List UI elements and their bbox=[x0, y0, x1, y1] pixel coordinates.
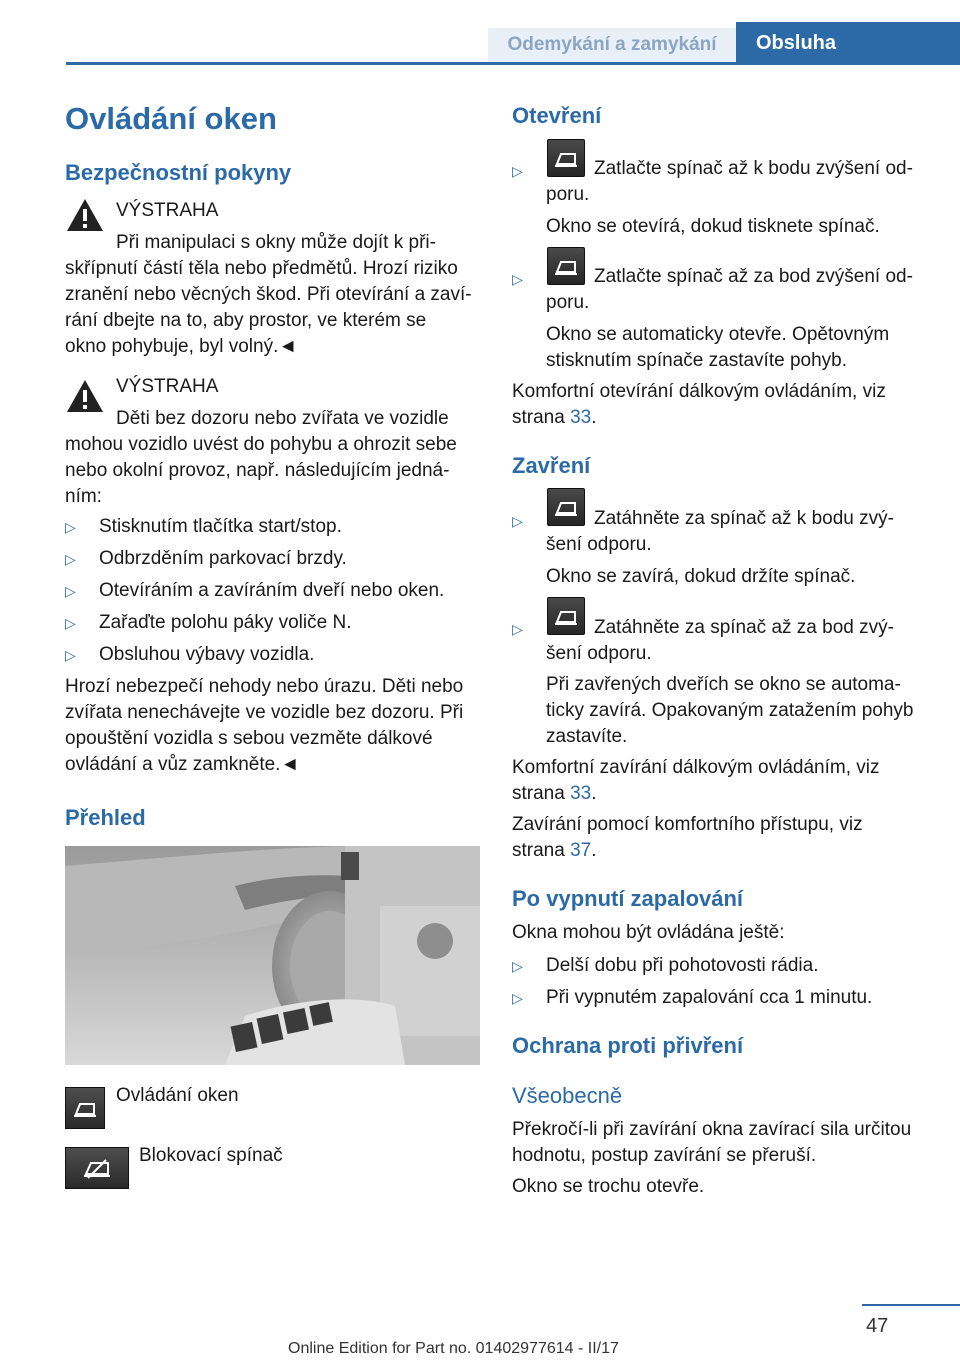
open-heading: Otevření bbox=[512, 103, 602, 128]
warning2-line: nebo okolní provoz, např. následujícím jedná- bbox=[65, 460, 450, 481]
close-step1-line2: šení odporu. bbox=[546, 534, 652, 555]
close-remote-ref: strana 33. bbox=[512, 783, 597, 804]
legend-window-control: Ovládání oken bbox=[116, 1085, 239, 1106]
warning2-line: ním: bbox=[65, 486, 102, 507]
close-step1-line1: Zatáhněte za spínač až k bodu zvý- bbox=[594, 508, 894, 529]
ignition-text: Okna mohou být ovládána ještě: bbox=[512, 922, 785, 943]
page-number: 47 bbox=[866, 1315, 889, 1337]
bullet-triangle-icon: ▷ bbox=[512, 990, 523, 1006]
open-step1-result: Okno se otevírá, dokud tisknete spínač. bbox=[546, 216, 880, 237]
overview-heading: Přehled bbox=[65, 805, 146, 830]
warning2-end-line: zvířata nenechávejte ve vozidle bez dozoru. Při bbox=[65, 702, 464, 723]
bullet-triangle-icon: ▷ bbox=[65, 647, 76, 663]
door-panel-photo bbox=[65, 846, 480, 1065]
page-title: Ovládání oken bbox=[65, 101, 277, 136]
open-step2-line2: poru. bbox=[546, 292, 590, 313]
window-switch-icon bbox=[65, 1087, 105, 1129]
ignition-heading: Po vypnutí zapalování bbox=[512, 886, 744, 911]
close-step2-result2: ticky zavírá. Opakovaným zatažením pohyb bbox=[546, 700, 914, 721]
bullet-triangle-icon: ▷ bbox=[65, 615, 76, 631]
page-link[interactable]: 33 bbox=[570, 407, 592, 428]
warning1-line: Při manipulaci s okny může dojít k při- bbox=[116, 232, 436, 253]
general-text: hodnotu, postup zavírání se přeruší. bbox=[512, 1145, 817, 1166]
footer-rule bbox=[862, 1304, 960, 1306]
legend-safety-switch: Blokovací spínač bbox=[139, 1145, 283, 1166]
open-step2-result1: Okno se automaticky otevře. Opětovným bbox=[546, 324, 890, 345]
window-close-key-icon bbox=[547, 597, 585, 635]
open-step2-line1: Zatlačte spínač až za bod zvýšení od- bbox=[594, 266, 913, 287]
section-tab: Odemykání a zamykání bbox=[488, 28, 736, 62]
door-panel-image bbox=[65, 846, 480, 1065]
page-link[interactable]: 33 bbox=[570, 783, 592, 804]
close-step1-result: Okno se zavírá, dokud držíte spínač. bbox=[546, 566, 856, 587]
header-rule bbox=[66, 62, 960, 65]
open-remote-text: Komfortní otevírání dálkovým ovládáním, viz bbox=[512, 381, 886, 402]
safety-switch-icon bbox=[65, 1147, 129, 1189]
bullet-triangle-icon: ▷ bbox=[65, 551, 76, 567]
warning1-line: okno pohybuje, byl volný.◄ bbox=[65, 336, 298, 357]
chapter-tab: Obsluha bbox=[736, 22, 960, 62]
window-open-key-icon bbox=[547, 139, 585, 177]
close-step2-line1: Zatáhněte za spínač až za bod zvý- bbox=[594, 617, 894, 638]
open-remote-ref: strana 33. bbox=[512, 407, 597, 428]
warning-icon bbox=[65, 197, 105, 233]
bullet-triangle-icon: ▷ bbox=[65, 519, 76, 535]
warning1-line: rání dbejte na to, aby prostor, ve kterém se bbox=[65, 310, 427, 331]
warning1-line: zranění nebo věcných škod. Při otevírání a zaví- bbox=[65, 284, 472, 305]
general-text: Překročí-li při zavírání okna zavírací sila určitou bbox=[512, 1119, 912, 1140]
warning1-label: VÝSTRAHA bbox=[116, 200, 219, 221]
window-close-key-icon bbox=[547, 488, 585, 526]
close-step2-line2: šení odporu. bbox=[546, 643, 652, 664]
bullet-triangle-icon: ▷ bbox=[65, 583, 76, 599]
warning2-end-line: Hrozí nebezpečí nehody nebo úrazu. Děti nebo bbox=[65, 676, 464, 697]
general-heading: Všeobecně bbox=[512, 1083, 623, 1108]
bullet-triangle-icon: ▷ bbox=[512, 163, 523, 179]
close-heading: Zavření bbox=[512, 453, 591, 478]
close-comfort-text: Zavírání pomocí komfortního přístupu, viz bbox=[512, 814, 863, 835]
close-remote-text: Komfortní zavírání dálkovým ovládáním, viz bbox=[512, 757, 880, 778]
bullet-triangle-icon: ▷ bbox=[512, 513, 523, 529]
edition-footer: Online Edition for Part no. 01402977614 - II/17 bbox=[288, 1340, 619, 1357]
warning-icon bbox=[65, 378, 105, 414]
warning2-label: VÝSTRAHA bbox=[116, 376, 219, 397]
open-step1-line2: poru. bbox=[546, 184, 590, 205]
bullet-triangle-icon: ▷ bbox=[512, 621, 523, 637]
close-comfort-ref: strana 37. bbox=[512, 840, 597, 861]
open-step2-result2: stisknutím spínače zastavíte pohyb. bbox=[546, 350, 847, 371]
warning1-line: skřípnutí částí těla nebo předmětů. Hrozí riziko bbox=[65, 258, 458, 279]
warning2-end-line: ovládání a vůz zamkněte.◄ bbox=[65, 754, 300, 775]
general-text: Okno se trochu otevře. bbox=[512, 1176, 705, 1197]
close-step2-result1: Při zavřených dveřích se okno se automa- bbox=[546, 674, 901, 695]
window-open-key-icon bbox=[547, 247, 585, 285]
protection-heading: Ochrana proti přivření bbox=[512, 1033, 744, 1058]
open-step1-line1: Zatlačte spínač až k bodu zvýšení od- bbox=[594, 158, 913, 179]
safety-heading: Bezpečnostní pokyny bbox=[65, 160, 292, 185]
warning2-line: mohou vozidlo uvést do pohybu a ohrozit sebe bbox=[65, 434, 457, 455]
bullet-triangle-icon: ▷ bbox=[512, 958, 523, 974]
warning2-line: Děti bez dozoru nebo zvířata ve vozidle bbox=[116, 408, 449, 429]
bullet-triangle-icon: ▷ bbox=[512, 271, 523, 287]
page-link[interactable]: 37 bbox=[570, 840, 592, 861]
warning2-end-line: opouštění vozidla s sebou vezměte dálkové bbox=[65, 728, 433, 749]
close-step2-result3: zastavíte. bbox=[546, 726, 628, 747]
